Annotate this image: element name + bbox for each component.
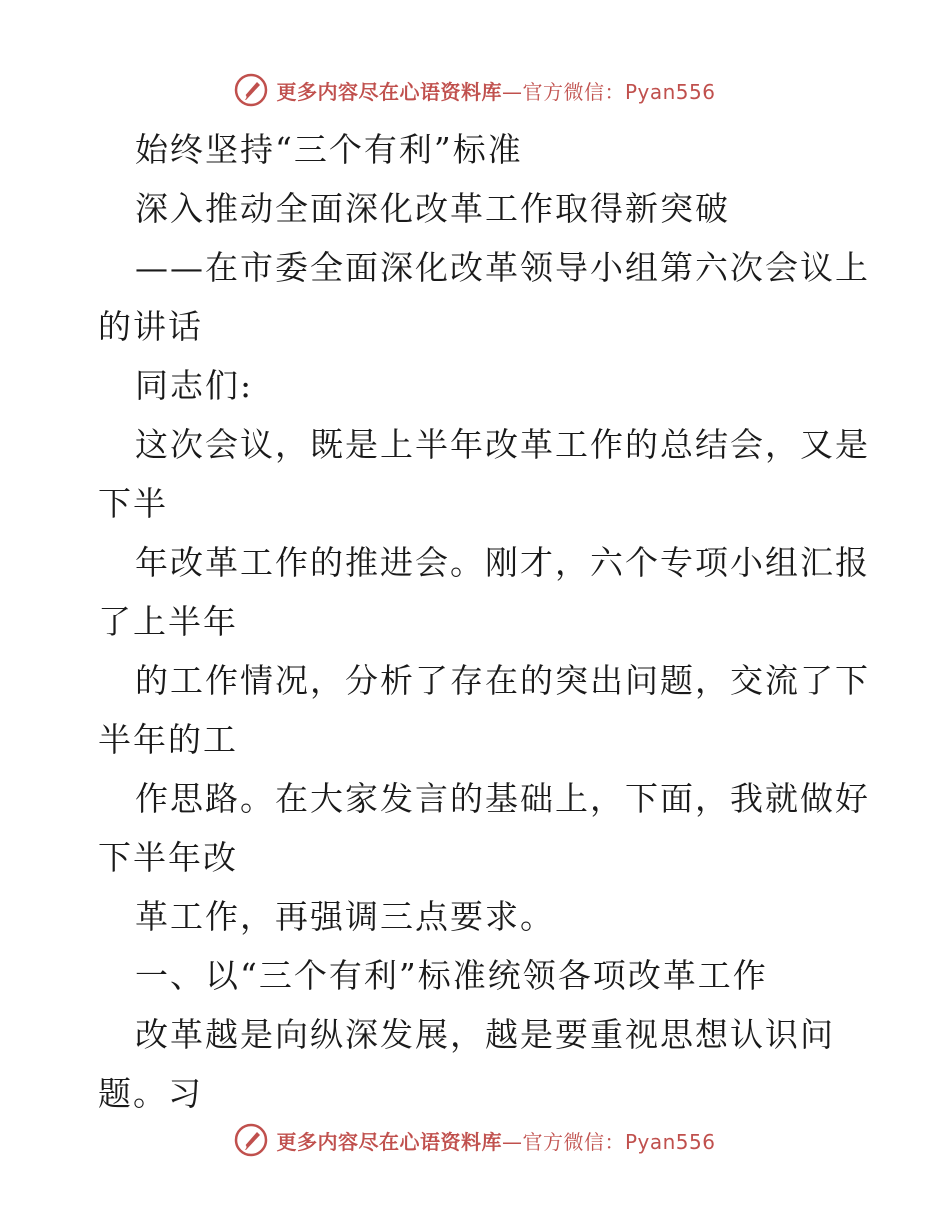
text-line: 深入推动全面深化改革工作取得新突破 <box>135 189 730 228</box>
text-line: 这次会议，既是上半年改革工作的总结会，又是 <box>135 425 870 464</box>
banner-dash: — <box>501 1129 523 1154</box>
banner-sub-text: 官方微信：Pyan556 <box>522 79 716 104</box>
quill-pen-logo-icon <box>234 1123 268 1157</box>
banner-dash: — <box>501 79 523 104</box>
banner-main-text: 更多内容尽在心语资料库 <box>276 79 502 104</box>
banner-sub-text: 官方微信：Pyan556 <box>522 1129 716 1154</box>
text-line: 同志们: <box>135 366 254 405</box>
banner-main-text: 更多内容尽在心语资料库 <box>276 1129 502 1154</box>
header-banner <box>0 70 950 110</box>
text-line: 下半 <box>98 484 168 523</box>
banner-text <box>276 1126 715 1155</box>
text-line: 的讲话 <box>98 307 203 346</box>
text-line: 半年的工 <box>98 720 238 759</box>
text-line: 作思路。在大家发言的基础上，下面，我就做好 <box>135 779 870 818</box>
text-line: 改革越是向纵深发展，越是要重视思想认识问 <box>135 1015 835 1054</box>
banner-text <box>276 76 715 105</box>
footer-banner <box>0 1120 950 1160</box>
text-line: 下半年改 <box>98 838 238 877</box>
text-line: 始终坚持“三个有利”标准 <box>135 130 523 169</box>
text-line: ——在市委全面深化改革领导小组第六次会议上 <box>135 248 870 287</box>
text-line: 年改革工作的推进会。刚才，六个专项小组汇报 <box>135 543 870 582</box>
quill-pen-logo-icon <box>234 73 268 107</box>
document-body <box>98 120 870 1123</box>
text-line: 的工作情况，分析了存在的突出问题，交流了下 <box>135 661 870 700</box>
text-line: 题。习 <box>98 1074 203 1113</box>
text-line: 了上半年 <box>98 602 238 641</box>
text-line: 一、以“三个有利”标准统领各项改革工作 <box>135 956 768 995</box>
text-line: 革工作，再强调三点要求。 <box>135 897 555 936</box>
